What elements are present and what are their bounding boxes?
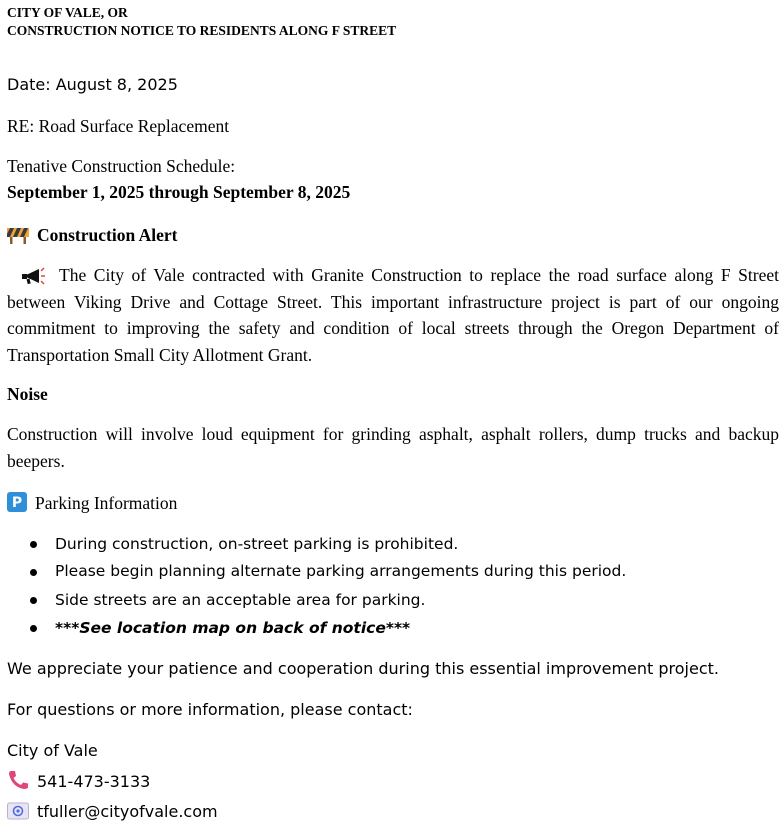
alert-body-text: The City of Vale contracted with Granite Construction to replace the road surface along F Street between Viking Drive and Cottage Street. This important infrastructure project is part of our ongoing commitment to improving the safety and condition of local streets through the Oregon Department of Transportation Small City Allotment Grant. <box>7 265 779 365</box>
contact-phone[interactable]: 541-473-3133 <box>37 772 151 791</box>
alert-heading-text: Construction Alert <box>37 225 178 245</box>
schedule-label: Tenative Construction Schedule: <box>7 156 236 176</box>
bullet-dot <box>30 541 37 548</box>
contact-intro: For questions or more information, please contact: <box>7 700 413 719</box>
contact-phone-row <box>7 770 150 796</box>
notice-subject: RE: Road Surface Replacement <box>7 116 230 136</box>
schedule-dates: September 1, 2025 through September 8, 2025 <box>7 182 351 202</box>
contact-org: City of Vale <box>7 741 98 760</box>
bullet-dot <box>30 569 37 576</box>
header-city: CITY OF VALE, OR <box>7 5 128 20</box>
parking-heading <box>7 490 177 519</box>
parking-item-4: ***See location map on back of notice*** <box>55 619 411 637</box>
parking-item-2: Please begin planning alternate parking arrangements during this period. <box>55 562 627 580</box>
header-title: CONSTRUCTION NOTICE TO RESIDENTS ALONG F STREET <box>7 23 397 38</box>
noise-heading: Noise <box>7 384 48 404</box>
appreciation-text: We appreciate your patience and cooperation during this essential improvement project. <box>7 659 719 678</box>
parking-heading-text: Parking Information <box>35 493 178 513</box>
parking-item-1: During construction, on-street parking is prohibited. <box>55 535 459 553</box>
noise-body: Construction will involve loud equipment for grinding asphalt, asphalt rollers, dump trucks and backup beepers. <box>7 424 779 471</box>
bullet-dot <box>30 597 37 604</box>
alert-body <box>7 262 779 368</box>
contact-email[interactable]: tfuller@cityofvale.com <box>37 802 218 821</box>
bullet-dot <box>30 625 37 632</box>
email-icon <box>7 802 29 826</box>
alert-heading <box>7 222 177 251</box>
construction-barrier-icon <box>7 225 29 251</box>
parking-icon <box>7 492 27 519</box>
contact-email-row <box>7 801 218 826</box>
megaphone-icon <box>22 266 46 293</box>
notice-date: Date: August 8, 2025 <box>7 75 178 94</box>
parking-item-3: Side streets are an acceptable area for parking. <box>55 591 426 609</box>
parking-icon-letter: P <box>11 495 23 511</box>
phone-icon <box>7 770 29 796</box>
